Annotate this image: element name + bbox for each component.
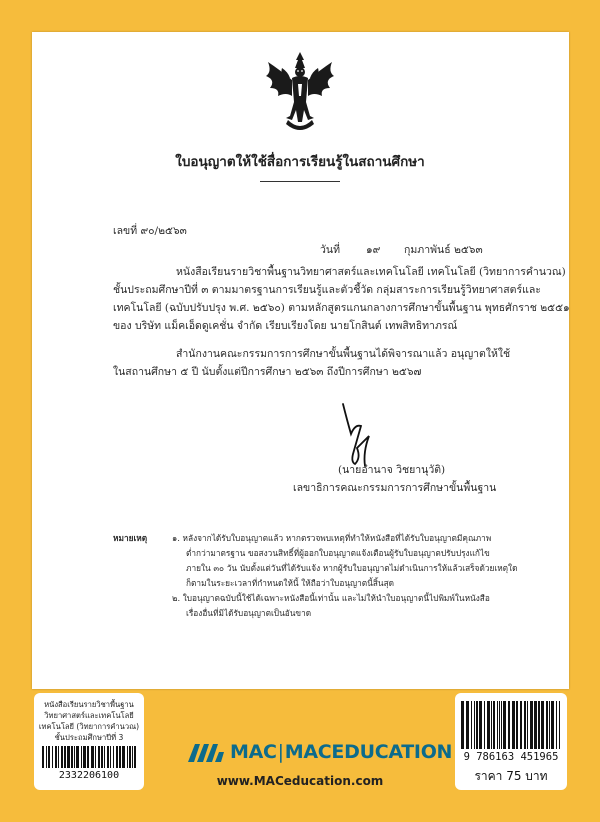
body-line-3: เทคโนโลยี (ฉบับปรับปรุง พ.ศ. ๒๕๖๐) ตามหลักสูตรแกนกลางการศึกษาขั้นพื้นฐาน พุทธศักราช ๒๕๕๑ (113, 302, 570, 314)
note-line-3: ภายใน ๓๐ วัน นับตั้งแต่วันที่ได้รับแจ้ง หากผู้รับใบอนุญาตไม่ดำเนินการให้แล้วเสร็จด้วยเหตุใด (186, 563, 518, 573)
date-day: ๑๙ (366, 244, 381, 256)
product-barcode (42, 746, 136, 768)
signer-name: (นายอำนาจ วิชยานุวัติ) (338, 464, 446, 476)
note-line-1: ๑. หลังจากได้รับใบอนุญาตแล้ว หากตรวจพบเหตุที่ทำให้หนังสือที่ได้รับใบอนุญาตมีคุณภาพ (172, 533, 492, 543)
signer-position: เลขาธิการคณะกรรมการการศึกษาขั้นพื้นฐาน (293, 482, 497, 494)
label-line-2: วิทยาศาสตร์และเทคโนโลยี (44, 711, 134, 720)
note-line-6: เรื่องอื่นที่มิได้รับอนุญาตเป็นอันขาด (186, 608, 312, 618)
permit-number: เลขที่ ๙๐/๒๕๖๓ (113, 225, 187, 237)
signature (335, 400, 375, 470)
note-line-5: ๒. ใบอนุญาตฉบับนี้ใช้ได้เฉพาะหนังสือนี้เท่านั้น และไม่ให้นำใบอนุญาตนี้ไปพิมพ์ในหนังสือ (172, 593, 490, 603)
label-line-1: หนังสือเรียนรายวิชาพื้นฐาน (44, 700, 134, 709)
body-line-2: ชั้นประถมศึกษาปีที่ ๓ ตามมาตรฐานการเรียนรู้และตัวชี้วัด กลุ่มสาระการเรียนรู้วิทยาศาสตร์และ (113, 284, 541, 296)
price: ราคา 75 บาท (474, 769, 548, 783)
brand-separator: | (277, 741, 284, 763)
product-barcode-number: 2332206100 (58, 770, 120, 781)
permit-title: ใบอนุญาตให้ใช้สื่อการเรียนรู้ในสถานศึกษา (175, 154, 425, 170)
note-line-4: ก็ตามในระยะเวลาที่กำหนดให้นี้ ให้ถือว่าใบอนุญาตนี้สิ้นสุด (186, 578, 395, 588)
brand-name-part2: MACEDUCATION (284, 741, 453, 763)
label-line-3: เทคโนโลยี (วิทยาการคำนวณ) (38, 722, 140, 731)
isbn-number: 9 786163 451965 (463, 751, 559, 763)
body-line-4: ของ บริษัท แม็คเอ็ดดูเคชั่น จำกัด เรียบเรียงโดย นายโกสินต์ เทพสิทธิทาภรณ์ (113, 320, 458, 332)
date-month-year: กุมภาพันธ์ ๒๕๖๓ (404, 244, 483, 256)
isbn-barcode (461, 701, 561, 749)
title-underline (260, 181, 340, 182)
note-line-2: ต่ำกว่ามาตรฐาน ขอสงวนสิทธิ์ที่ผู้ออกใบอนุญาตแจ้งเตือนผู้รับใบอนุญาตปรับปรุงแก้ไข (186, 548, 490, 558)
label-line-4: ชั้นประถมศึกษาปีที่ 3 (54, 733, 124, 742)
brand-name (230, 741, 452, 763)
date-label: วันที่ (320, 244, 340, 256)
approval-line-2: ในสถานศึกษา ๕ ปี นับตั้งแต่ปีการศึกษา ๒๕๖๓ ถึงปีการศึกษา ๒๕๖๗ (113, 366, 422, 378)
approval-line-1: สำนักงานคณะกรรมการการศึกษาขั้นพื้นฐานได้พิจารณาแล้ว อนุญาตให้ใช้ (176, 348, 511, 360)
body-line-1: หนังสือเรียนรายวิชาพื้นฐานวิทยาศาสตร์และเทคโนโลยี เทคโนโลยี (วิทยาการคำนวณ) (176, 266, 566, 278)
brand-name-part1: MAC (230, 741, 277, 763)
mac-logo-icon (188, 742, 224, 762)
brand-url: www.MACeducation.com (216, 774, 384, 788)
garuda-emblem-icon (262, 50, 338, 134)
notes-label: หมายเหตุ (113, 533, 148, 543)
